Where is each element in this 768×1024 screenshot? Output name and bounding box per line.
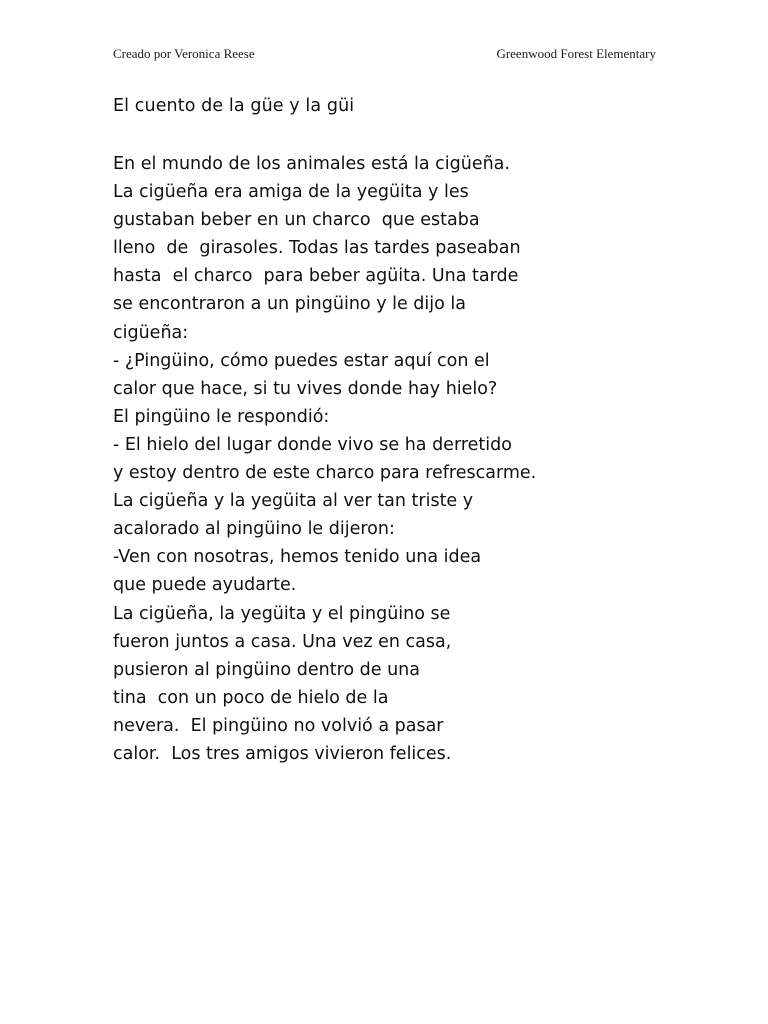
story-line: El pingüino le respondió: — [113, 406, 330, 427]
story-line: -Ven con nosotras, hemos tenido una idea — [113, 547, 482, 568]
story-line: gustaban beber en un charco que estaba — [113, 210, 480, 231]
story-line: lleno de girasoles. Todas las tardes paseaban — [113, 238, 521, 259]
story-line: En el mundo de los animales está la cigüeña. — [113, 154, 510, 174]
story-body — [113, 150, 713, 768]
story-title: El cuento de la güe y la güi — [113, 96, 355, 116]
story-line: - ¿Pingüino, cómo puedes estar aquí con el — [113, 350, 490, 371]
story-line: cigüeña: — [113, 322, 189, 343]
story-line: calor. Los tres amigos vivieron felices. — [113, 743, 452, 764]
story-line: que puede ayudarte. — [113, 575, 297, 596]
story-line: hasta el charco para beber agüita. Una tarde — [113, 266, 519, 287]
story-line: La cigüeña y la yegüita al ver tan triste y — [113, 491, 474, 512]
page-header — [113, 46, 656, 64]
story-line: y estoy dentro de este charco para refrescarme. — [113, 463, 537, 484]
story-line: se encontraron a un pingüino y le dijo la — [113, 294, 466, 315]
story-line: fueron juntos a casa. Una vez en casa, — [113, 631, 452, 652]
story-line: pusieron al pingüino dentro de una — [113, 659, 421, 680]
story-line: acalorado al pingüino le dijeron: — [113, 519, 395, 540]
story-line: - El hielo del lugar donde vivo se ha derretido — [113, 434, 512, 455]
story-line: La cigüeña era amiga de la yegüita y les — [113, 182, 469, 203]
story-line: calor que hace, si tu vives donde hay hielo? — [113, 378, 498, 399]
story-line: nevera. El pingüino no volvió a pasar — [113, 715, 444, 736]
header-school: Greenwood Forest Elementary — [496, 46, 656, 61]
story-line: tina con un poco de hielo de la — [113, 687, 389, 708]
story-line: La cigüeña, la yegüita y el pingüino se — [113, 603, 451, 624]
header-author: Creado por Veronica Reese — [113, 46, 255, 61]
